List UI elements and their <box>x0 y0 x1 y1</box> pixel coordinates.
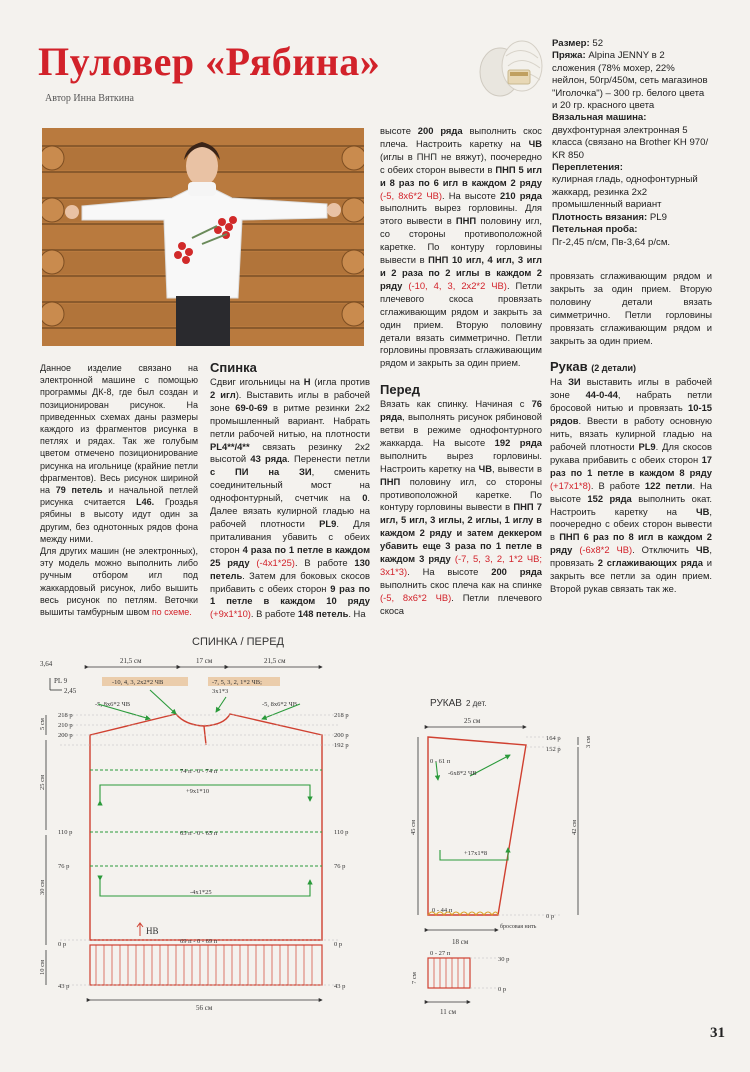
side-increase: +9х1*10 <box>186 788 210 795</box>
cuff-height: 7 см <box>411 972 418 984</box>
stitch-65: 65 п - 0 - 65 п <box>180 830 218 837</box>
sleeve-heading: Рукав (2 детали) <box>550 359 637 375</box>
sleeve-stitch-44: 0 - 44 п <box>432 907 453 914</box>
row-43-left: 43 р <box>58 983 70 990</box>
waist-decrease: -4х1*25 <box>190 889 212 896</box>
sleeve-stitch-61: 0 - 61 п <box>430 758 451 765</box>
sleeve-row-0: 0 р <box>546 913 555 920</box>
row-210-left: 210 р <box>58 722 73 729</box>
height-10cm: 10 см <box>39 959 46 975</box>
page-number: 31 <box>710 1025 725 1041</box>
front-continued-paragraph: провязать сглаживающим рядом и закрыть за один прием. Вторую половину детали вязать симметрично. Петли горловины провязать сглаживающим рядом и закрыть за один прием. <box>550 270 712 346</box>
intro-bold: L46. <box>136 497 155 508</box>
sleeve-paragraph: На ЗИ выставить иглы в рабочей зоне 44-0-44, набрать петли бросовой нитью и провязать 10-15 рядов. Ввести в работу основную нить, вязать кулирной гладью на рабочей плотности PL9. Для скосов рукава прибавить с обеих сторон 17 раз по 1 петле в каждом 8 ряду (+17х1*8). В работе 122 петли. На высоте 152 ряда выполнить окат. Настроить каретку на ЧВ, поочередно с обеих сторон вывести в ПНП 6 раз по 8 игл в каждом 2 ряду (-6х8*2 ЧВ). Отключить ЧВ, провязать 2 сглаживающих ряда и закрыть все петли за один прием. Второй рукав связать так же. <box>550 376 713 594</box>
cuff-width: 11 см <box>440 1008 457 1016</box>
front-neck-label-2: 3х1*3 <box>212 688 229 695</box>
row-110-left: 110 р <box>58 829 73 836</box>
waste-yarn-label: бросовая нить <box>500 924 537 930</box>
stitch-69: 69 п - 0 - 69 п <box>180 938 218 945</box>
intro-text: Данное изделие связано на электронной машине с помощью программы ДК-8, где был создан и позиционирован рисунок. На приведенных схемах даны размеры каждого из фрагментов рисунка в петлях и рядах. Так же голубым цветом отмечено позиционирование рисунка на игольнице (крайние петли фрагментов). Весь рисунок шириной на <box>40 363 198 496</box>
yarn-label: Пряжа: <box>552 50 586 62</box>
shoulder-label-left: -5, 8х6*2 ЧВ <box>95 701 131 708</box>
cuff-row-30: 30 р <box>498 956 510 963</box>
row-192-right: 192 р <box>334 742 349 749</box>
stitch-74: 74 п - 0 - 74 п <box>180 768 218 775</box>
back-neck-label: -10, 4, 3, 2х2*2 ЧВ <box>112 679 164 686</box>
density-label: Плотность вязания: <box>552 211 648 223</box>
row-110-right: 110 р <box>334 829 349 836</box>
size-value: 52 <box>592 38 604 49</box>
front-paragraph: Вязать как спинку. Начиная с 76 ряда, выполнять рисунок рябиновой ветви в режиме однофонтурного жаккарда. На высоте 192 ряда выполнить вырез горловины. Настроить каретку на ЧВ, вывести в ПНП половину игл, со стороны противоположной каретке. По контуру горловины вывести в ПНП 7 игл, 5 игл, 3 иглы, 2 иглы, 1 иглу в каждом 2 ряду и затем деккером убавить еще 3 раза по 1 петле в каждом 3 ряду (-7, 5, 3, 2, 1*2 ЧВ; 3х1*3). На высоте 200 ряда выполнить скос плеча как на спинке (-5, 8х6*2 ЧВ). Петли плечевого скоса <box>380 398 542 616</box>
back-width-left: 21,5 см <box>120 657 142 665</box>
weave-label: Переплетения: <box>552 162 623 174</box>
density-value: PL9 <box>649 211 667 223</box>
size-label: Размер: <box>552 38 590 49</box>
row-0-right: 0 р <box>334 941 343 948</box>
gauge-label: Петельная проба: <box>552 224 638 236</box>
weave-value: кулирная гладь, однофонтурный жаккард, резинка 2х2 промышленный вариант <box>552 174 698 211</box>
row-43-right: 43 р <box>334 983 346 990</box>
page-title: Пуловер «Рябина» <box>38 39 381 84</box>
gauge-value: Пг-2,45 п/см, Пв-3,64 р/см. <box>552 236 671 248</box>
cuff-stitch-27: 0 - 27 п <box>430 950 451 957</box>
gauge-bottom: 2,45 <box>64 687 77 695</box>
gauge-top: 3,64 <box>40 660 53 668</box>
back-paragraph: Сдвиг игольницы на Н (игла против 2 игл). Выставить иглы в рабочей зоне 69-0-69 в ритме резинки 2х2 промышленный вариант. Набрать петли рабочей нитью, на плотности PL4**/4** связать резинку 2х2 высотой 43 ряда. Перенести петли с ПИ на ЗИ, сменить соединительный мост на однофонтурный, счетчик на 0. Далее вязать кулирной гладью на рабочей плотности PL9. Для приталивания убавить с обеих сторон 4 раза по 1 петле в каждом 25 ряду (-4х1*25). В работе 130 петель. Затем для боковых скосов прибавить с обеих сторон 9 раз по 1 петле в каждом 10 ряду (+9х1*10). В работе 148 петель. На <box>210 376 371 620</box>
back-continued-paragraph: высоте 200 ряда выполнить скос плеча. Настроить каретку на ЧВ (иглы в ПНП не вяжут), поочередно с обеих сторон вывести в ПНП 5 игл и 8 раз по 6 игл в каждом 2 ряду (-5, 8х6*2 ЧВ). На высоте 210 ряда выполнить вырез горловины. Для этого вывести в ПНП половину игл, со стороны противоположной каретке. По контуру горловины вывести в ПНП 10 игл, 4 игл, 3 игл и 2 раза по 2 иглы в каждом 2 ряду (-10, 4, 3, 2х2*2 ЧВ). Петли плечевого скоса провязать сглаживающим рядом и закрыть за один прием. Вторую половину детали вязать симметрично. Петли горловины провязать сглаживающим рядом и закрыть за один прием. <box>380 125 543 369</box>
row-0-left: 0 р <box>58 941 67 948</box>
row-218-left: 218 р <box>58 712 73 719</box>
bottom-width: 56 см <box>196 1004 213 1012</box>
back-width-right: 21,5 см <box>264 657 286 665</box>
back-outline <box>90 714 322 940</box>
back-width-mid: 17 см <box>196 657 213 665</box>
intro-text: и начальной петлей рисунка считается <box>40 485 198 508</box>
intro-red: по схеме. <box>151 607 192 618</box>
row-200-right: 200 р <box>334 732 349 739</box>
back-heading: Спинка <box>210 360 257 375</box>
sleeve-bottom-width: 18 см <box>452 938 469 946</box>
back-ribbing <box>90 945 322 985</box>
height-25cm: 25 см <box>39 774 46 790</box>
machine-value: двухфонтурная электронная 5 класса (связано на Brother KH 970/ KR 850 <box>552 124 709 161</box>
row-200-left: 200 р <box>58 732 73 739</box>
ribbing-lines <box>96 945 312 985</box>
cuff-row-0: 0 р <box>498 986 507 993</box>
sleeve-cap: -6х8*2 ЧВ <box>448 770 477 777</box>
author-line: Автор Инна Вяткина <box>45 93 134 104</box>
row-76-left: 76 р <box>58 863 70 870</box>
intro-text: Для других машин (не электронных), эту модель можно выполнить либо ручным отбором игл под жаккардовый рисунок, либо вышить весь рисунок по петлям. Веточки вышиты тамбурным швом <box>40 546 198 618</box>
sleeve-height-3: 3 см <box>585 736 592 748</box>
height-5cm: 5 см <box>39 718 46 730</box>
intro-bold: 79 петель <box>55 485 103 496</box>
front-neck-label: -7, 5, 3, 2, 1*2 ЧВ; <box>212 679 262 686</box>
sleeve-schematic-title: РУКАВ 2 дет. <box>430 698 487 709</box>
height-30cm: 30 см <box>39 879 46 895</box>
row-218-right: 218 р <box>334 712 349 719</box>
front-heading: Перед <box>380 382 420 398</box>
intro-text: Гроздья рябины в высоту идут один за другим, без однотонных рядов фона между ними. <box>40 497 198 544</box>
back-schematic-title: СПИНКА / ПЕРЕД <box>192 636 284 648</box>
sleeve-row-164: 164 р <box>546 735 561 742</box>
row-76-right: 76 р <box>334 863 346 870</box>
machine-label: Вязальная машина: <box>552 112 647 124</box>
sleeve-row-152: 152 р <box>546 746 561 753</box>
sleeve-increase: +17х1*8 <box>464 850 488 857</box>
sleeve-height-42: 42 см <box>571 819 578 835</box>
yarn-value: Alpina JENNY в 2 сложения (78% мохер, 22% нейлон, 50гр/450м, сеть магазинов "Иголочка") – 300 гр. белого цвета и 20 гр. красного цвета <box>552 50 708 112</box>
gauge-pl: PL 9 <box>54 677 68 685</box>
sleeve-height-45: 45 см <box>410 819 417 835</box>
nv-marker: НВ <box>146 926 159 936</box>
sleeve-top-width: 25 см <box>464 717 481 725</box>
shoulder-label-right: -5, 8х6*2 ЧВ <box>262 701 298 708</box>
